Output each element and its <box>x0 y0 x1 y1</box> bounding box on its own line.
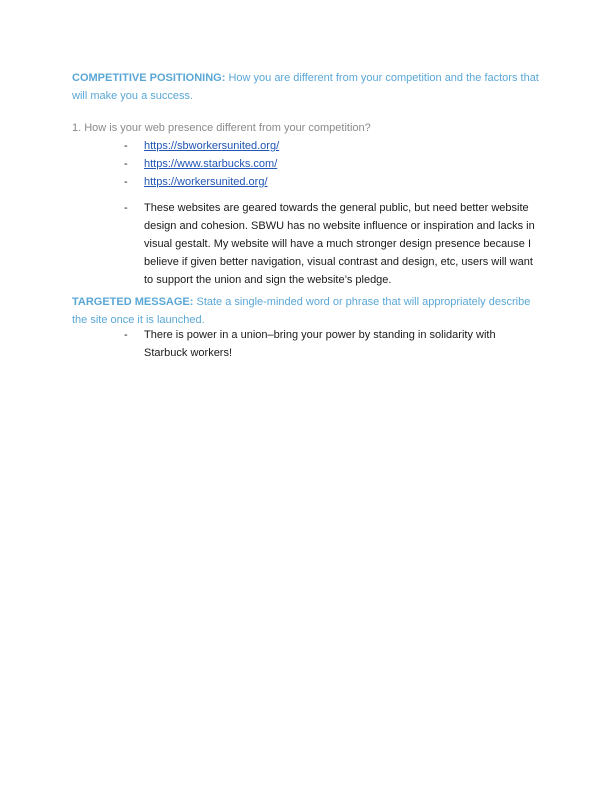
analysis-list <box>124 199 544 289</box>
bullet-dash: - <box>124 158 128 170</box>
list-item <box>124 326 524 362</box>
bullet-dash: - <box>124 202 128 214</box>
competitive-positioning-description: How you are different from your competition and the factors that will make you a success. <box>72 72 539 102</box>
link-starbucks[interactable]: https://www.starbucks.com/ <box>144 158 278 170</box>
bullet-dash: - <box>124 140 128 152</box>
targeted-message-text: There is power in a union–bring your power by standing in solidarity with Starbuck workers! <box>144 329 496 359</box>
link-workersunited[interactable]: https://workersunited.org/ <box>144 176 268 188</box>
list-item <box>124 155 544 173</box>
targeted-message-section <box>72 293 542 329</box>
competitive-positioning-heading: COMPETITIVE POSITIONING: <box>72 72 226 84</box>
list-item <box>124 173 544 191</box>
competition-analysis-text: These websites are geared towards the general public, but need better website design and cohesion. SBWU has no website influence or inspiration and lacks in visual gestalt. My website will have a much stronger design presence because I believe if given better navigation, visual contrast and design, etc, users will want to support the union and sign the website’s pledge. <box>144 202 535 286</box>
link-sbworkersunited[interactable]: https://sbworkersunited.org/ <box>144 140 280 152</box>
targeted-message-heading: TARGETED MESSAGE: <box>72 296 194 308</box>
list-item <box>124 137 544 155</box>
competitive-positioning-section <box>72 69 542 105</box>
competitor-link-list <box>124 137 544 191</box>
targeted-message-description: State a single-minded word or phrase that will appropriately describe the site once it is launched. <box>72 296 531 326</box>
message-list <box>124 326 524 362</box>
bullet-dash: - <box>124 329 128 341</box>
web-presence-question: 1. How is your web presence different from your competition? <box>72 122 371 134</box>
bullet-dash: - <box>124 176 128 188</box>
list-item <box>124 199 544 289</box>
